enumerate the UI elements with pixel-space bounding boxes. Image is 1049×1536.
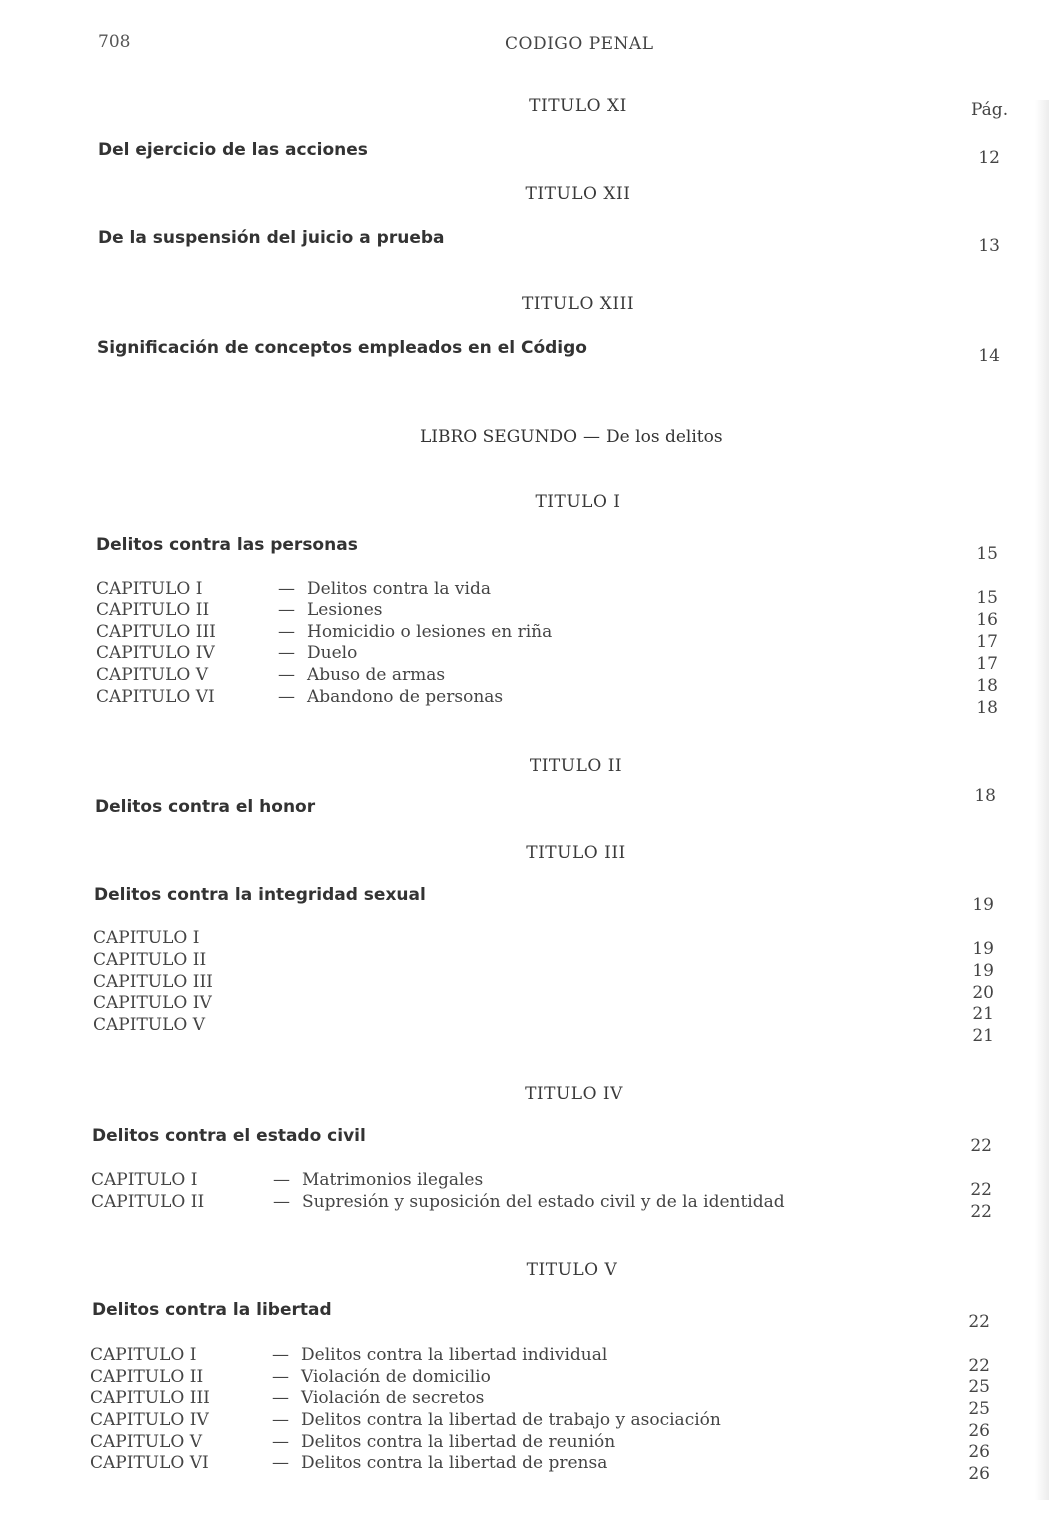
titulo-iv-page: 22	[970, 1136, 992, 1156]
chapter-page: 21	[972, 1026, 994, 1046]
chapter-description: Delitos contra la libertad individual	[301, 1345, 608, 1365]
titulo-xi-page: 12	[978, 148, 1000, 168]
chapter-page: 22	[968, 1356, 990, 1376]
titulo-iv-heading: Delitos contra el estado civil	[92, 1126, 366, 1146]
titulo-iii-title: TITULO III	[526, 843, 626, 863]
chapter-dash: —	[278, 600, 295, 620]
chapter-page: 15	[976, 588, 998, 608]
libro-segundo-dash: —	[583, 427, 601, 447]
titulo-iii-heading: Delitos contra la integridad sexual	[94, 885, 426, 905]
chapter-page: 26	[968, 1442, 990, 1462]
chapter-page: 16	[976, 610, 998, 630]
titulo-iv-title: TITULO IV	[525, 1084, 623, 1104]
chapter-page: 19	[972, 939, 994, 959]
chapter-dash: —	[272, 1410, 289, 1430]
chapter-dash: —	[278, 643, 295, 663]
chapter-label: CAPITULO I	[91, 1170, 198, 1190]
chapter-page: 26	[968, 1464, 990, 1484]
chapter-label: CAPITULO II	[91, 1192, 205, 1212]
chapter-description: Delitos contra la libertad de prensa	[301, 1453, 608, 1473]
libro-segundo-label: LIBRO SEGUNDO	[420, 427, 578, 447]
chapter-label: CAPITULO I	[90, 1345, 197, 1365]
chapter-description: Abuso de armas	[307, 665, 446, 685]
titulo-xi-title: TITULO XI	[529, 96, 627, 116]
chapter-label: CAPITULO IV	[90, 1410, 209, 1430]
chapter-label: CAPITULO V	[96, 665, 209, 685]
chapter-dash: —	[272, 1388, 289, 1408]
chapter-description: Homicidio o lesiones en riña	[307, 622, 553, 642]
chapter-page: 26	[968, 1421, 990, 1441]
chapter-label: CAPITULO VI	[96, 687, 215, 707]
titulo-ii-page: 18	[974, 786, 996, 806]
chapter-page: 17	[976, 654, 998, 674]
chapter-description: Abandono de personas	[307, 687, 504, 707]
chapter-label: CAPITULO IV	[93, 993, 212, 1013]
titulo-i-title: TITULO I	[535, 492, 621, 512]
chapter-dash: —	[272, 1367, 289, 1387]
titulo-ii-heading: Delitos contra el honor	[95, 797, 316, 817]
chapter-page: 22	[970, 1202, 992, 1222]
chapter-dash: —	[272, 1345, 289, 1365]
chapter-label: CAPITULO I	[96, 579, 203, 599]
chapter-label: CAPITULO II	[90, 1367, 204, 1387]
chapter-dash: —	[278, 622, 295, 642]
titulo-i-heading: Delitos contra las personas	[96, 535, 358, 555]
chapter-dash: —	[272, 1432, 289, 1452]
chapter-label: CAPITULO V	[90, 1432, 203, 1452]
titulo-xiii-heading: Significación de conceptos empleados en el Código	[97, 338, 587, 358]
titulo-ii-title: TITULO II	[529, 756, 623, 776]
titulo-xii-page: 13	[978, 236, 1000, 256]
chapter-page: 21	[972, 1004, 994, 1024]
chapter-page: 20	[972, 983, 994, 1003]
page-edge-shadow	[1035, 100, 1049, 1500]
chapter-description: Violación de secretos	[301, 1388, 485, 1408]
chapter-description: Duelo	[307, 643, 358, 663]
chapter-description: Delitos contra la libertad de trabajo y asociación	[301, 1410, 721, 1430]
chapter-page: 19	[972, 961, 994, 981]
chapter-dash: —	[278, 687, 295, 707]
chapter-description: Violación de domicilio	[301, 1367, 491, 1387]
chapter-page: 18	[976, 698, 998, 718]
chapter-dash: —	[273, 1192, 290, 1212]
chapter-page: 25	[968, 1399, 990, 1419]
titulo-xii-heading: De la suspensión del juicio a prueba	[98, 228, 445, 248]
page-column-label: Pág.	[971, 100, 1009, 120]
titulo-v-page: 22	[968, 1312, 990, 1332]
chapter-description: Delitos contra la libertad de reunión	[301, 1432, 616, 1452]
chapter-dash: —	[272, 1453, 289, 1473]
chapter-label: CAPITULO II	[96, 600, 210, 620]
titulo-xiii-title: TITULO XIII	[521, 294, 635, 314]
titulo-v-title: TITULO V	[526, 1260, 618, 1280]
libro-segundo-heading	[420, 427, 723, 447]
chapter-page: 25	[968, 1377, 990, 1397]
chapter-dash: —	[278, 665, 295, 685]
libro-segundo-subtitle: De los delitos	[606, 427, 723, 447]
chapter-label: CAPITULO I	[93, 928, 200, 948]
chapter-page: 17	[976, 632, 998, 652]
titulo-iii-page: 19	[972, 895, 994, 915]
chapter-description: Lesiones	[307, 600, 383, 620]
titulo-i-page: 15	[976, 544, 998, 564]
chapter-label: CAPITULO II	[93, 950, 207, 970]
chapter-page: 22	[970, 1180, 992, 1200]
titulo-xiii-page: 14	[978, 346, 1000, 366]
chapter-label: CAPITULO V	[93, 1015, 206, 1035]
running-title: CODIGO PENAL	[505, 34, 654, 54]
chapter-page: 18	[976, 676, 998, 696]
chapter-dash: —	[273, 1170, 290, 1190]
chapter-label: CAPITULO III	[96, 622, 216, 642]
titulo-v-heading: Delitos contra la libertad	[92, 1300, 332, 1320]
chapter-description: Delitos contra la vida	[307, 579, 491, 599]
chapter-dash: —	[278, 579, 295, 599]
chapter-label: CAPITULO IV	[96, 643, 215, 663]
chapter-description: Matrimonios ilegales	[302, 1170, 484, 1190]
chapter-label: CAPITULO VI	[90, 1453, 209, 1473]
chapter-label: CAPITULO III	[90, 1388, 210, 1408]
chapter-label: CAPITULO III	[93, 972, 213, 992]
page-number: 708	[98, 32, 131, 52]
chapter-description: Supresión y suposición del estado civil y de la identidad	[302, 1192, 785, 1212]
titulo-xi-heading: Del ejercicio de las acciones	[98, 140, 368, 160]
titulo-xii-title: TITULO XII	[525, 184, 631, 204]
